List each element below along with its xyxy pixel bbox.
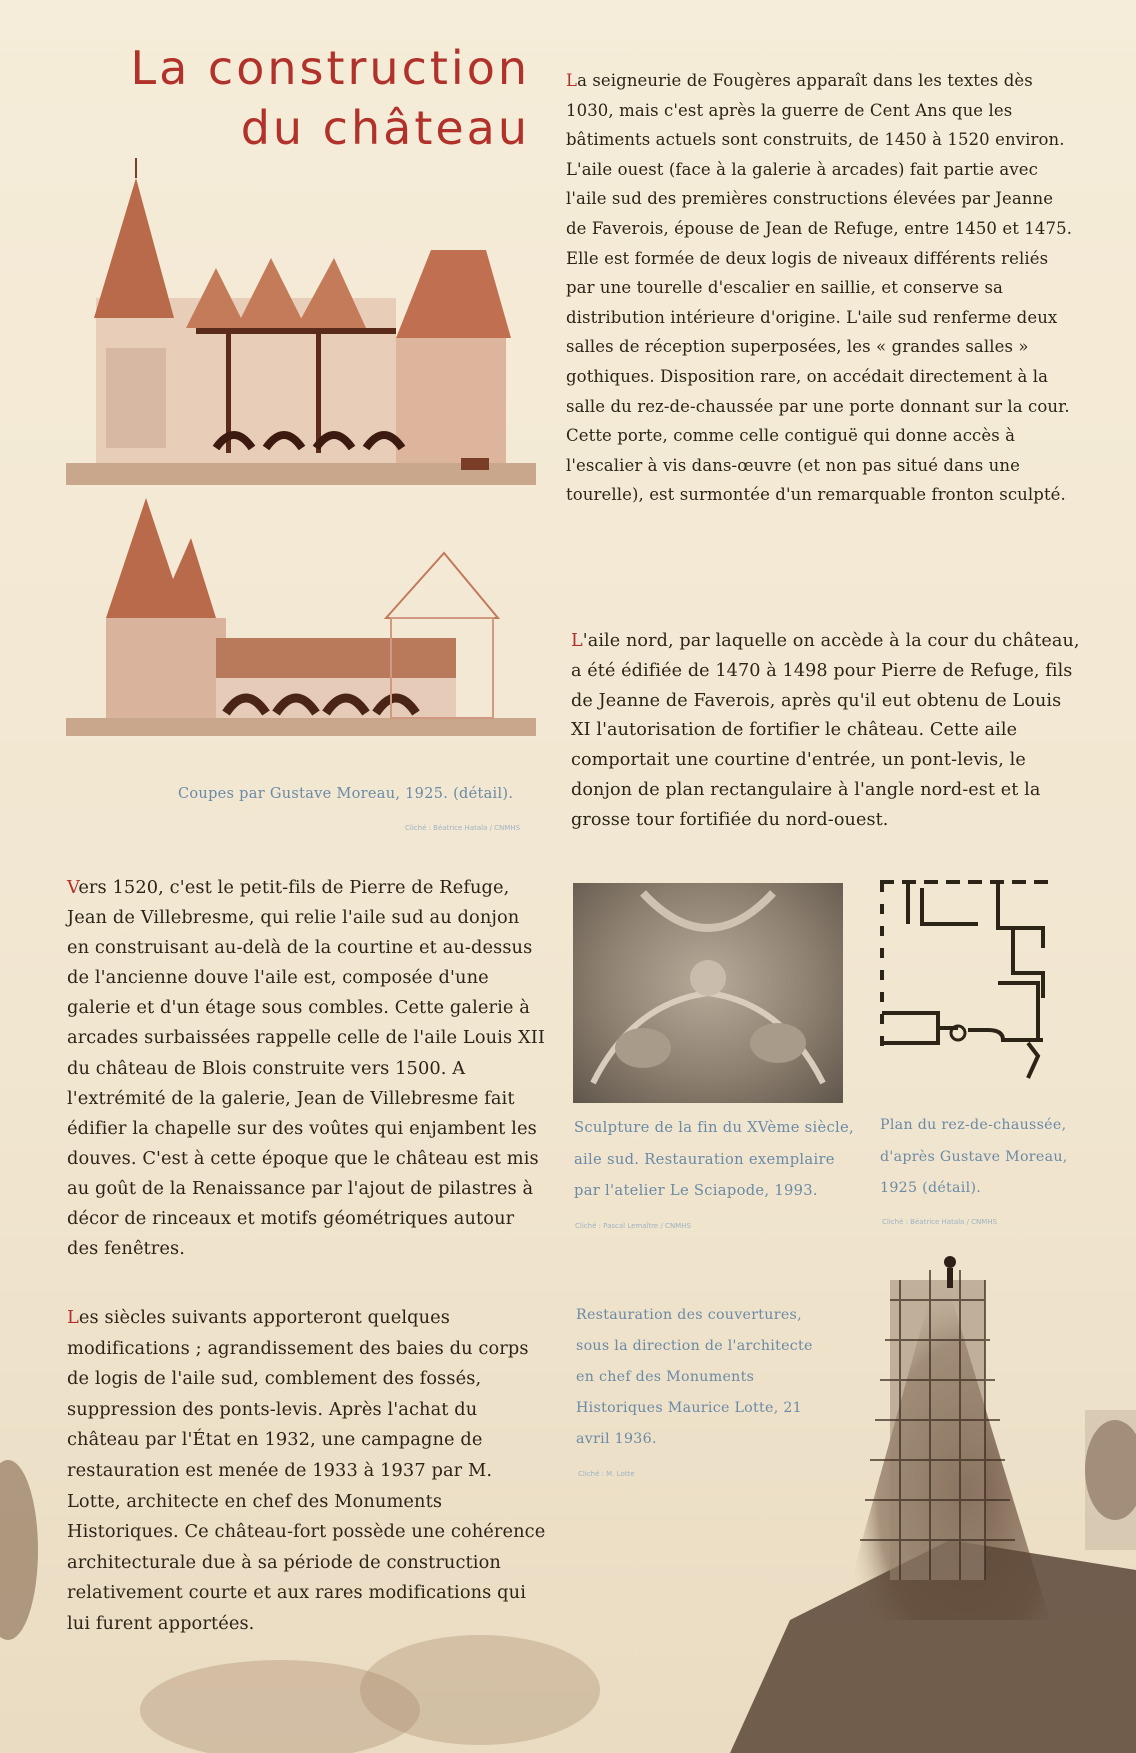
credit-plan: Cliché : Béatrice Hatala / CNMHS	[882, 1218, 998, 1226]
caption-restoration: Restauration des couvertures, sous la direction de l'architecte en chef des Monuments Historiques Maurice Lotte, 21 avril 1936.	[576, 1307, 813, 1447]
credit-sculpture: Cliché : Pascal Lemaître / CNMHS	[575, 1222, 691, 1230]
credit-sections: Cliché : Béatrice Hatala / CNMHS	[405, 824, 521, 832]
section-drawing-top	[66, 158, 536, 488]
paragraph-3	[67, 873, 547, 1264]
paragraph-4-text: es siècles suivants apporteront quelques modifications ; agrandissement des baies du corps de logis de l'aile sud, comblement des fossés, suppression des ponts-levis. Après l'achat du château par l'État en 1932, une campagne de restauration est menée de 1933 à 1937 par M. Lotte, architecte en chef des Monuments Historiques. Ce château-fort possède une cohérence architecturale due à sa période de construction relativement courte et aux rares modifications qui lui furent apportées.	[67, 1307, 546, 1634]
caption-sections: Coupes par Gustave Moreau, 1925. (détail).	[178, 786, 514, 802]
initial-2: L	[571, 631, 583, 651]
initial-1: L	[566, 71, 578, 90]
initial-4: L	[67, 1307, 79, 1328]
initial-3: V	[67, 877, 79, 898]
caption-sculpture: Sculpture de la fin du XVème siècle, aile sud. Restauration exemplaire par l'atelier Le Sciapode, 1993.	[574, 1119, 854, 1199]
section-drawing-bottom	[66, 498, 536, 738]
page-title	[90, 38, 530, 158]
paragraph-1	[566, 66, 1076, 510]
paragraph-1-text: a seigneurie de Fougères apparaît dans les textes dès 1030, mais c'est après la guerre de Cent Ans que les bâtiments actuels sont construits, de 1450 à 1520 environ. L'aile ouest (face à la galerie à arcades) fait partie avec l'aile sud des premières constructions élevées par Jeanne de Faverois, épouse de Jean de Refuge, entre 1450 et 1475. Elle est formée de deux logis de niveaux différents reliés par une tourelle d'escalier en saillie, et conserve sa distribution intérieure d'origine. L'aile sud renferme deux salles de réception superposées, les « grandes salles » gothiques. Disposition rare, on accédait directement à la salle du rez-de-chaussée par une porte donnant sur la cour. Cette porte, comme celle contiguë qui donne accès à l'escalier à vis dans-œuvre (et non pas situé dans une tourelle), est surmontée d'un remarquable fronton sculpté.	[566, 71, 1073, 505]
paragraph-3-text: ers 1520, c'est le petit-fils de Pierre de Refuge, Jean de Villebresme, qui relie l'aile sud au donjon en construisant au-delà de la courtine et au-dessus de l'ancienne douve l'aile est, composée d'une galerie et d'un étage sous combles. Cette galerie à arcades surbaissées rappelle celle de l'aile Louis XII du château de Blois construite vers 1500. A l'extrémité de la galerie, Jean de Villebresme fait édifier la chapelle sur des voûtes qui enjambent les douves. C'est à cette époque que le château est mis au goût de la Renaissance par l'ajout de pilastres à décor de rinceaux et motifs géométriques autour des fenêtres.	[67, 877, 545, 1260]
title-line-1: La construction	[130, 41, 530, 95]
caption-plan: Plan du rez-de-chaussée, d'après Gustave Moreau, 1925 (détail).	[880, 1117, 1068, 1196]
paragraph-2-text: 'aile nord, par laquelle on accède à la cour du château, a été édifiée de 1470 à 1498 pour Pierre de Refuge, fils de Jeanne de Faverois, après qu'il eut obtenu de Louis XI l'autorisation de fortifier le château. Cette aile comportait une courtine d'entrée, un pont-levis, le donjon de plan rectangulaire à l'angle nord-est et la grosse tour fortifiée du nord-ouest.	[571, 631, 1080, 830]
sculpture-relief	[573, 883, 843, 1103]
sculpture-photo	[573, 883, 843, 1103]
paragraph-2	[571, 627, 1081, 836]
paragraph-4	[67, 1303, 547, 1640]
credit-restoration: Cliché : M. Lotte	[578, 1470, 635, 1478]
title-line-2: du château	[240, 101, 530, 155]
floor-plan	[878, 878, 1058, 1093]
tower-restoration-photo	[690, 1240, 1136, 1753]
